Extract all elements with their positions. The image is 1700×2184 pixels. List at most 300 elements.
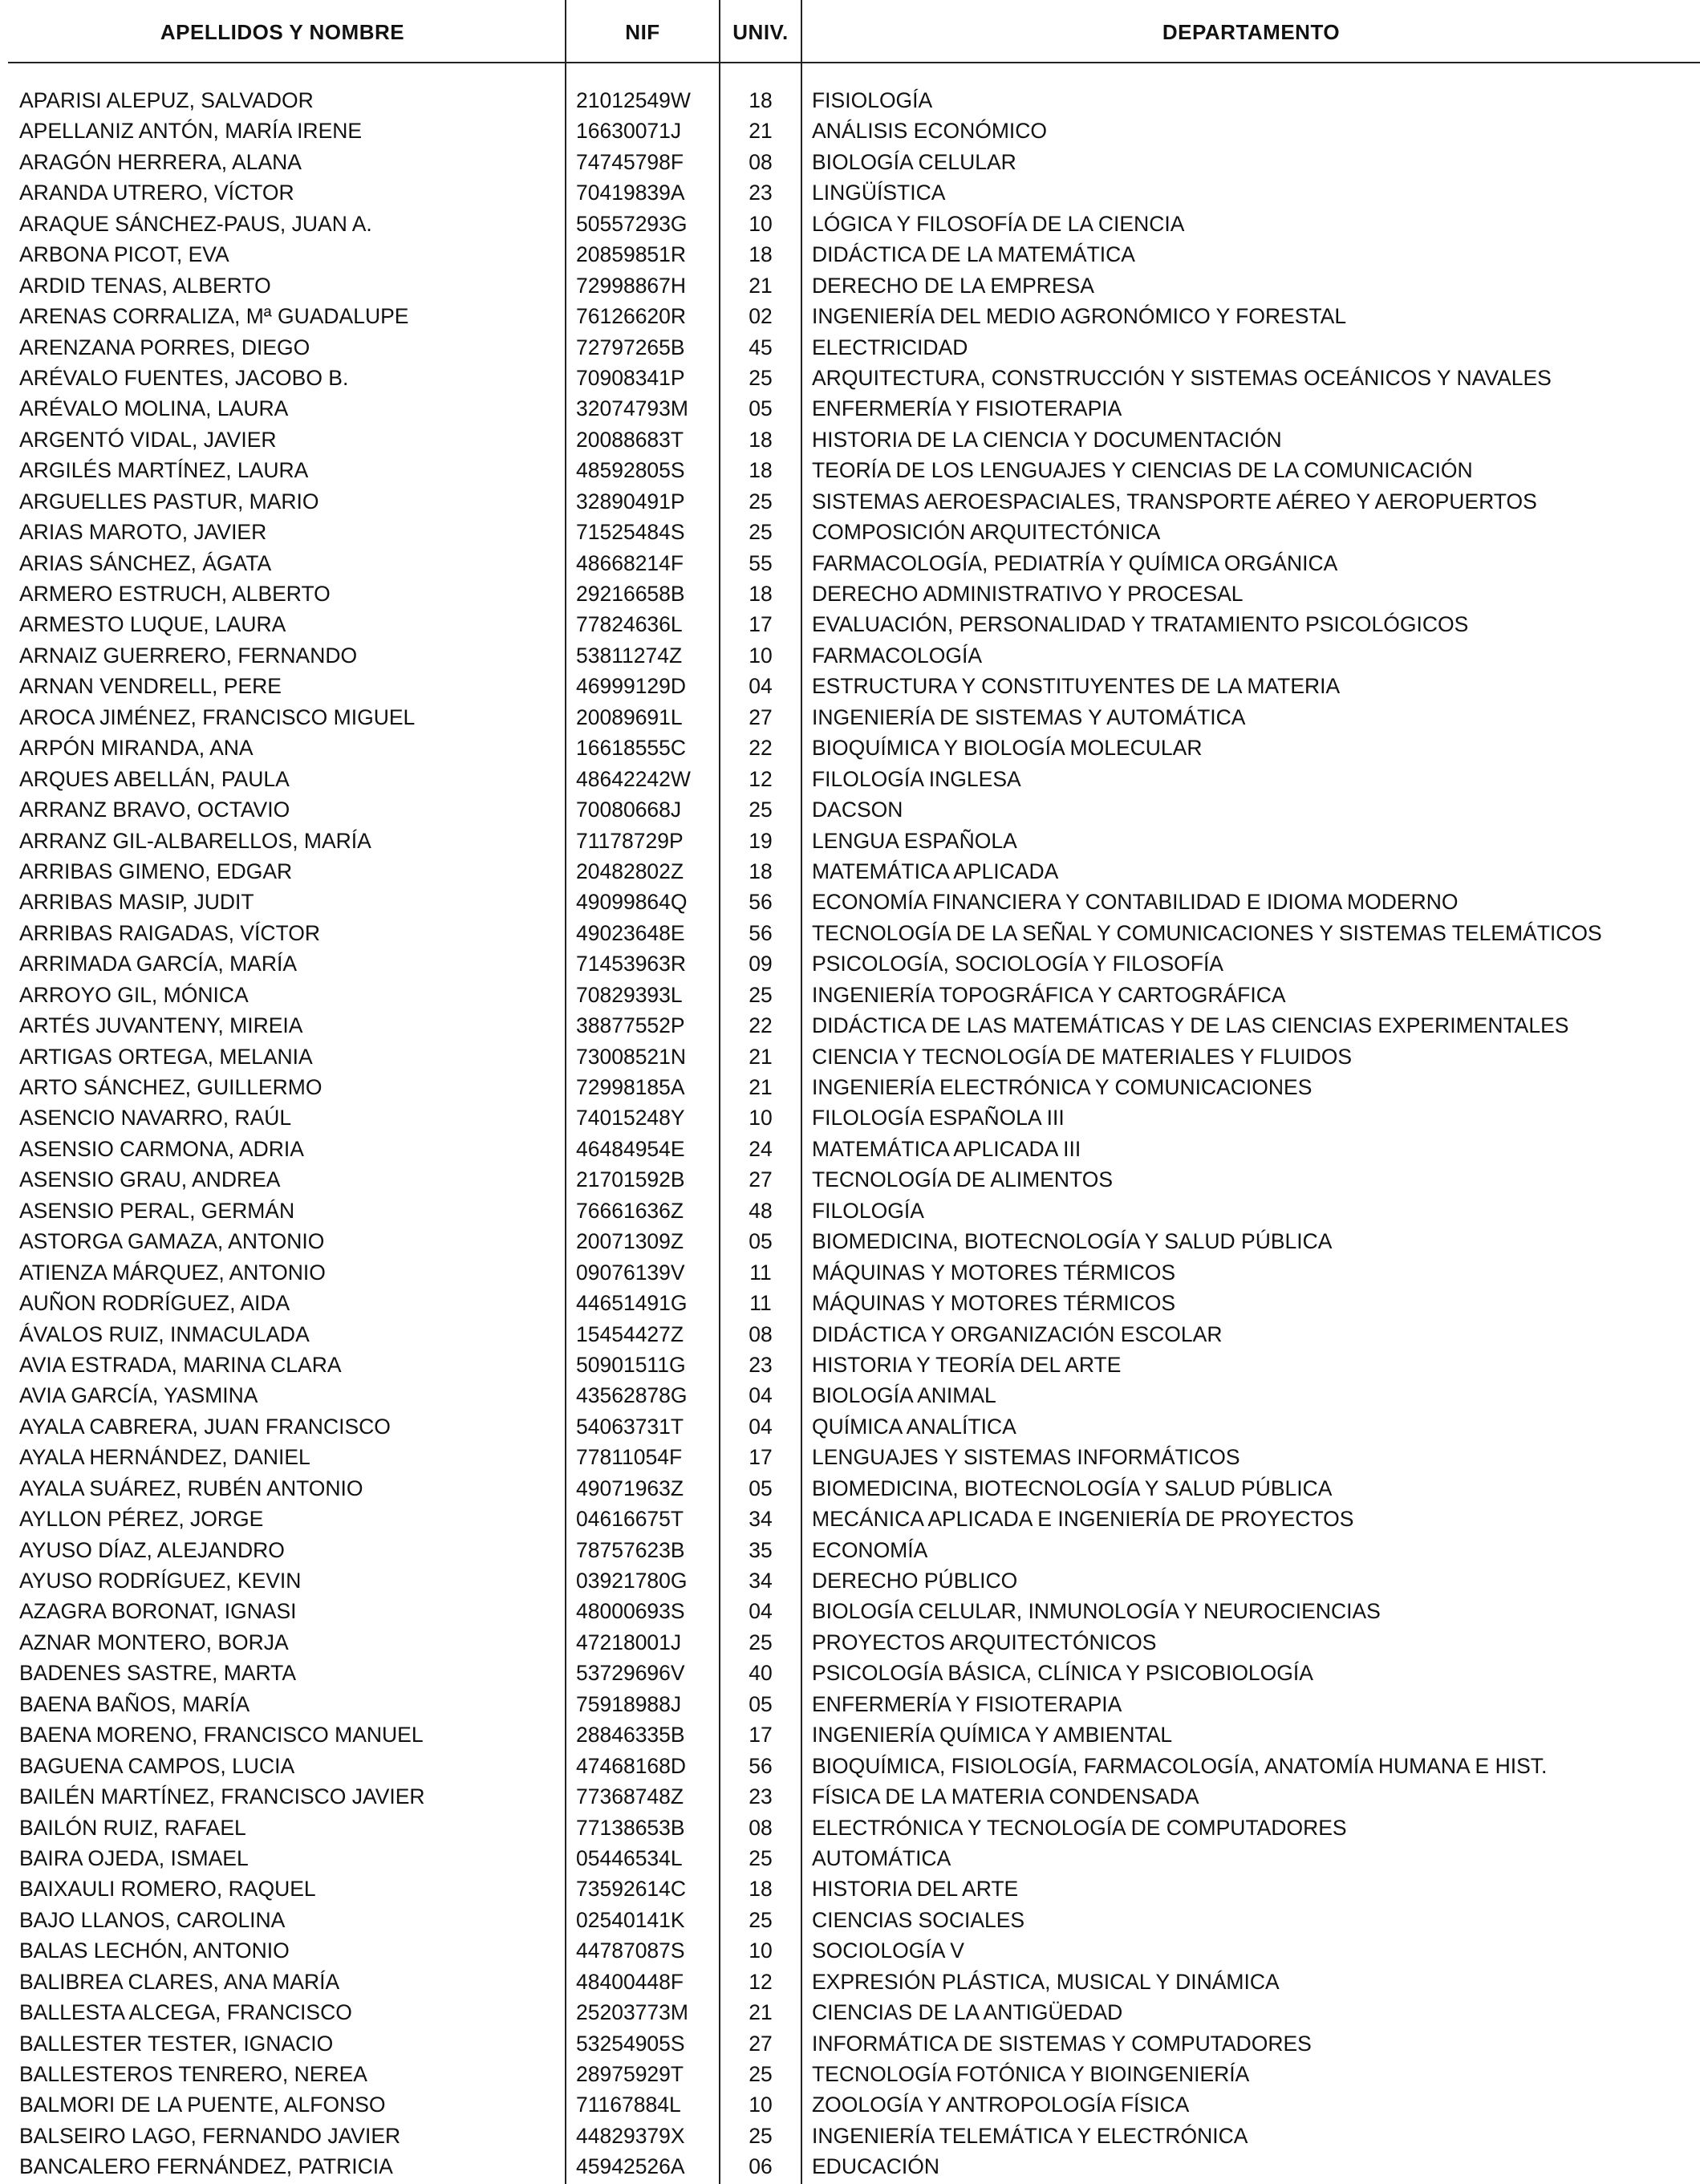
cell-nif: 71453963R: [576, 952, 687, 976]
cell-name: APELLANIZ ANTÓN, MARÍA IRENE: [19, 119, 363, 144]
cell-name: ASENCIO NAVARRO, RAÚL: [19, 1106, 292, 1131]
cell-departamento: EDUCACIÓN: [812, 2154, 940, 2179]
cell-nif: 50901511G: [576, 1352, 686, 1377]
cell-departamento: FILOLOGÍA INGLESA: [812, 766, 1021, 791]
cell-departamento: MATEMÁTICA APLICADA III: [812, 1136, 1081, 1161]
cell-univ: 48: [749, 1198, 773, 1223]
cell-departamento: INFORMÁTICA DE SISTEMAS Y COMPUTADORES: [812, 2031, 1312, 2056]
cell-departamento: ENFERMERÍA Y FISIOTERAPIA: [812, 396, 1122, 421]
cell-name: BAILÓN RUIZ, RAFAEL: [19, 1815, 246, 1840]
cell-univ: 24: [749, 1136, 773, 1161]
cell-departamento: TEORÍA DE LOS LENGUAJES Y CIENCIAS DE LA COMUNICACIÓN: [812, 458, 1473, 483]
table-row: [0, 1134, 1700, 1164]
cell-univ: 08: [749, 149, 773, 174]
table-row: [0, 826, 1700, 856]
cell-nif: 28846335B: [576, 1723, 685, 1748]
table-row: [0, 1473, 1700, 1504]
cell-name: ARTO SÁNCHEZ, GUILLERMO: [19, 1075, 323, 1099]
cell-univ: 12: [749, 766, 773, 791]
cell-univ: 25: [749, 365, 773, 390]
cell-nif: 32074793M: [576, 396, 688, 421]
cell-departamento: BIOLOGÍA CELULAR: [812, 149, 1016, 174]
cell-univ: 10: [749, 211, 773, 236]
table-row: [0, 270, 1700, 301]
cell-univ: 25: [749, 798, 773, 822]
cell-name: BANCALERO FERNÁNDEZ, PATRICIA: [19, 2154, 393, 2179]
cell-nif: 72998867H: [576, 273, 687, 298]
cell-name: BALLESTER TESTER, IGNACIO: [19, 2031, 334, 2056]
cell-univ: 19: [749, 828, 773, 853]
cell-univ: 21: [749, 119, 773, 144]
cell-name: ASENSIO PERAL, GERMÁN: [19, 1198, 295, 1223]
cell-nif: 47468168D: [576, 1753, 687, 1778]
table-row: [0, 1843, 1700, 1873]
cell-univ: 04: [749, 674, 773, 699]
cell-departamento: INGENIERÍA QUÍMICA Y AMBIENTAL: [812, 1723, 1173, 1748]
cell-name: ARAGÓN HERRERA, ALANA: [19, 149, 302, 174]
cell-nif: 73008521N: [576, 1044, 687, 1069]
table-row: [0, 2028, 1700, 2059]
table-row: [0, 948, 1700, 979]
table-row: [0, 2121, 1700, 2151]
table-row: [0, 1288, 1700, 1318]
cell-nif: 70908341P: [576, 365, 685, 390]
table-row: [0, 1041, 1700, 1072]
cell-nif: 75918988J: [576, 1691, 682, 1716]
table-row: [0, 1535, 1700, 1565]
table-row: [0, 177, 1700, 208]
cell-univ: 09: [749, 952, 773, 976]
table-row: [0, 640, 1700, 671]
cell-name: BALLESTEROS TENRERO, NEREA: [19, 2062, 367, 2086]
header-departamento: DEPARTAMENTO: [1162, 20, 1341, 44]
cell-univ: 27: [749, 704, 773, 729]
table-row: [0, 1072, 1700, 1102]
cell-name: AYALA HERNÁNDEZ, DANIEL: [19, 1445, 310, 1470]
cell-name: ARRIBAS GIMENO, EDGAR: [19, 859, 293, 883]
cell-name: APARISI ALEPUZ, SALVADOR: [19, 88, 314, 112]
cell-univ: 10: [749, 2093, 773, 2117]
cell-name: BAENA BAÑOS, MARÍA: [19, 1691, 250, 1716]
cell-departamento: DACSON: [812, 798, 903, 822]
cell-departamento: TECNOLOGÍA FOTÓNICA Y BIOINGENIERÍA: [812, 2062, 1250, 2086]
cell-name: BAJO LLANOS, CAROLINA: [19, 1907, 286, 1932]
cell-nif: 77138653B: [576, 1815, 685, 1840]
cell-name: AROCA JIMÉNEZ, FRANCISCO MIGUEL: [19, 704, 416, 729]
cell-departamento: DIDÁCTICA DE LA MATEMÁTICA: [812, 242, 1135, 267]
table-row: [0, 1196, 1700, 1226]
table-row: [0, 856, 1700, 887]
cell-nif: 77824636L: [576, 612, 683, 637]
cell-name: ARDID TENAS, ALBERTO: [19, 273, 271, 298]
cell-univ: 08: [749, 1815, 773, 1840]
cell-departamento: FARMACOLOGÍA, PEDIATRÍA Y QUÍMICA ORGÁNICA: [812, 550, 1338, 575]
cell-univ: 27: [749, 2031, 773, 2056]
table-row: [0, 1380, 1700, 1411]
header-name: APELLIDOS Y NOMBRE: [160, 20, 405, 44]
cell-name: BALIBREA CLARES, ANA MARÍA: [19, 1969, 340, 1994]
cell-name: ARNAN VENDRELL, PERE: [19, 674, 282, 699]
cell-departamento: BIOLOGÍA CELULAR, INMUNOLOGÍA Y NEUROCIENCIAS: [812, 1599, 1381, 1624]
cell-univ: 40: [749, 1661, 773, 1686]
table-row: [0, 332, 1700, 363]
cell-departamento: DIDÁCTICA DE LAS MATEMÁTICAS Y DE LAS CIENCIAS EXPERIMENTALES: [812, 1013, 1569, 1038]
table-row: [0, 733, 1700, 763]
table-row: [0, 1226, 1700, 1256]
table-row: [0, 1935, 1700, 1966]
cell-nif: 16630071J: [576, 119, 682, 144]
table-row: [0, 1596, 1700, 1626]
cell-name: ARENZANA PORRES, DIEGO: [19, 335, 310, 359]
cell-nif: 49023648E: [576, 920, 685, 945]
cell-name: AZNAR MONTERO, BORJA: [19, 1630, 289, 1654]
table-row: [0, 1504, 1700, 1534]
cell-univ: 08: [749, 1321, 773, 1346]
cell-name: ARRIBAS MASIP, JUDIT: [19, 890, 254, 915]
cell-univ: 11: [749, 1260, 772, 1285]
table-row: [0, 85, 1700, 116]
cell-nif: 77811054F: [576, 1445, 683, 1470]
cell-departamento: ENFERMERÍA Y FISIOTERAPIA: [812, 1691, 1122, 1716]
cell-name: ARBONA PICOT, EVA: [19, 242, 229, 267]
cell-departamento: MÁQUINAS Y MOTORES TÉRMICOS: [812, 1260, 1176, 1285]
cell-name: ASENSIO GRAU, ANDREA: [19, 1167, 281, 1192]
table-row: [0, 1010, 1700, 1041]
table-row: [0, 116, 1700, 146]
cell-name: BALSEIRO LAGO, FERNANDO JAVIER: [19, 2123, 401, 2148]
cell-departamento: SISTEMAS AEROESPACIALES, TRANSPORTE AÉREO Y AEROPUERTOS: [812, 489, 1537, 514]
cell-univ: 18: [749, 859, 773, 883]
cell-nif: 70080668J: [576, 798, 682, 822]
table-row: [0, 980, 1700, 1010]
cell-departamento: HISTORIA DEL ARTE: [812, 1877, 1019, 1902]
cell-univ: 18: [749, 582, 773, 606]
cell-departamento: ELECTRÓNICA Y TECNOLOGÍA DE COMPUTADORES: [812, 1815, 1347, 1840]
table-row: [0, 578, 1700, 609]
cell-name: AZAGRA BORONAT, IGNASI: [19, 1599, 297, 1624]
cell-name: BALMORI DE LA PUENTE, ALFONSO: [19, 2093, 386, 2117]
cell-nif: 20859851R: [576, 242, 687, 267]
cell-departamento: LENGUAJES Y SISTEMAS INFORMÁTICOS: [812, 1445, 1240, 1470]
cell-nif: 70419839A: [576, 181, 685, 205]
cell-name: BALAS LECHÓN, ANTONIO: [19, 1938, 290, 1963]
cell-name: ASTORGA GAMAZA, ANTONIO: [19, 1229, 325, 1254]
cell-departamento: BIOQUÍMICA, FISIOLOGÍA, FARMACOLOGÍA, ANATOMÍA HUMANA E HIST.: [812, 1753, 1548, 1778]
cell-univ: 04: [749, 1599, 773, 1624]
table-row: [0, 1719, 1700, 1750]
cell-name: AYALA SUÁREZ, RUBÉN ANTONIO: [19, 1476, 363, 1500]
cell-name: BAIRA OJEDA, ISMAEL: [19, 1845, 249, 1870]
cell-nif: 74745798F: [576, 149, 684, 174]
cell-departamento: EVALUACIÓN, PERSONALIDAD Y TRATAMIENTO PSICOLÓGICOS: [812, 612, 1469, 637]
cell-departamento: FILOLOGÍA ESPAÑOLA III: [812, 1106, 1065, 1131]
cell-univ: 10: [749, 643, 773, 668]
cell-nif: 46999129D: [576, 674, 687, 699]
cell-nif: 16618555C: [576, 736, 687, 761]
cell-name: ARMERO ESTRUCH, ALBERTO: [19, 582, 331, 606]
cell-departamento: PSICOLOGÍA, SOCIOLOGÍA Y FILOSOFÍA: [812, 952, 1223, 976]
cell-univ: 34: [749, 1569, 773, 1593]
cell-nif: 74015248Y: [576, 1106, 685, 1131]
cell-name: AUÑON RODRÍGUEZ, AIDA: [19, 1291, 290, 1316]
cell-departamento: TECNOLOGÍA DE LA SEÑAL Y COMUNICACIONES Y SISTEMAS TELEMÁTICOS: [812, 920, 1602, 945]
cell-univ: 25: [749, 1630, 773, 1654]
cell-univ: 25: [749, 982, 773, 1007]
cell-univ: 18: [749, 427, 773, 452]
cell-univ: 12: [749, 1969, 773, 1994]
cell-departamento: INGENIERÍA DEL MEDIO AGRONÓMICO Y FORESTAL: [812, 304, 1347, 329]
table-row: [0, 1658, 1700, 1688]
cell-departamento: DERECHO PÚBLICO: [812, 1569, 1018, 1593]
cell-name: ARPÓN MIRANDA, ANA: [19, 736, 254, 761]
cell-name: BALLESTA ALCEGA, FRANCISCO: [19, 2000, 352, 2025]
cell-departamento: EXPRESIÓN PLÁSTICA, MUSICAL Y DINÁMICA: [812, 1969, 1280, 1994]
cell-univ: 06: [749, 2154, 773, 2179]
cell-departamento: INGENIERÍA TOPOGRÁFICA Y CARTOGRÁFICA: [812, 982, 1286, 1007]
cell-univ: 56: [749, 890, 773, 915]
cell-univ: 04: [749, 1383, 773, 1408]
table-row: [0, 486, 1700, 517]
cell-nif: 21701592B: [576, 1167, 685, 1192]
cell-univ: 23: [749, 181, 773, 205]
cell-departamento: BIOMEDICINA, BIOTECNOLOGÍA Y SALUD PÚBLICA: [812, 1476, 1333, 1500]
cell-univ: 05: [749, 1691, 773, 1716]
cell-univ: 35: [749, 1537, 773, 1562]
cell-univ: 10: [749, 1106, 773, 1131]
table-row: [0, 1751, 1700, 1781]
cell-nif: 28975929T: [576, 2062, 684, 2086]
cell-univ: 18: [749, 242, 773, 267]
cell-name: ARANDA UTRERO, VÍCTOR: [19, 181, 294, 205]
cell-nif: 45942526A: [576, 2154, 685, 2179]
cell-departamento: INGENIERÍA ELECTRÓNICA Y COMUNICACIONES: [812, 1075, 1313, 1099]
cell-nif: 20071309Z: [576, 1229, 684, 1254]
table-row: [0, 2151, 1700, 2182]
table-row: [0, 1905, 1700, 1935]
table-row: [0, 1411, 1700, 1442]
cell-departamento: ANÁLISIS ECONÓMICO: [812, 119, 1048, 144]
cell-univ: 25: [749, 489, 773, 514]
table-row: [0, 887, 1700, 917]
cell-univ: 22: [749, 1013, 773, 1038]
table-row: [0, 1781, 1700, 1812]
table-row: [0, 424, 1700, 455]
table-row: [0, 1967, 1700, 1997]
cell-nif: 48668214F: [576, 550, 684, 575]
cell-name: AVIA GARCÍA, YASMINA: [19, 1383, 258, 1408]
cell-nif: 32890491P: [576, 489, 685, 514]
table-row: [0, 2059, 1700, 2089]
cell-nif: 05446534L: [576, 1845, 683, 1870]
cell-nif: 25203773M: [576, 2000, 688, 2025]
cell-name: ARENAS CORRALIZA, Mª GUADALUPE: [19, 304, 409, 329]
cell-name: AYALA CABRERA, JUAN FRANCISCO: [19, 1414, 391, 1439]
cell-name: ÁVALOS RUIZ, INMACULADA: [19, 1321, 310, 1346]
table-row: [0, 671, 1700, 701]
cell-departamento: BIOLOGÍA ANIMAL: [812, 1383, 996, 1408]
cell-departamento: MÁQUINAS Y MOTORES TÉRMICOS: [812, 1291, 1176, 1316]
cell-nif: 09076139V: [576, 1260, 685, 1285]
cell-univ: 10: [749, 1938, 773, 1963]
cell-name: ARGENTÓ VIDAL, JAVIER: [19, 427, 277, 452]
cell-nif: 44787087S: [576, 1938, 685, 1963]
cell-nif: 53811274Z: [576, 643, 683, 668]
cell-name: ARGILÉS MARTÍNEZ, LAURA: [19, 458, 309, 483]
cell-nif: 02540141K: [576, 1907, 685, 1932]
cell-departamento: TECNOLOGÍA DE ALIMENTOS: [812, 1167, 1114, 1192]
cell-nif: 71525484S: [576, 520, 685, 545]
table-row: [0, 239, 1700, 270]
cell-name: ARÉVALO MOLINA, LAURA: [19, 396, 289, 421]
table-row: [0, 363, 1700, 393]
cell-departamento: FILOLOGÍA: [812, 1198, 924, 1223]
cell-univ: 21: [749, 2000, 773, 2025]
table-row: [0, 609, 1700, 639]
cell-departamento: LENGUA ESPAÑOLA: [812, 828, 1017, 853]
cell-univ: 05: [749, 1476, 773, 1500]
cell-departamento: LÓGICA Y FILOSOFÍA DE LA CIENCIA: [812, 211, 1185, 236]
table-row: [0, 1319, 1700, 1350]
cell-name: AVIA ESTRADA, MARINA CLARA: [19, 1352, 342, 1377]
cell-name: ARTIGAS ORTEGA, MELANIA: [19, 1044, 313, 1069]
cell-nif: 76661636Z: [576, 1198, 684, 1223]
cell-nif: 47218001J: [576, 1630, 682, 1654]
table-row: [0, 455, 1700, 485]
table-row: [0, 764, 1700, 794]
table-row: [0, 1164, 1700, 1195]
cell-departamento: ELECTRICIDAD: [812, 335, 968, 359]
cell-nif: 53254905S: [576, 2031, 685, 2056]
cell-nif: 38877552P: [576, 1013, 685, 1038]
cell-univ: 05: [749, 1229, 773, 1254]
cell-name: BAIXAULI ROMERO, RAQUEL: [19, 1877, 316, 1902]
cell-univ: 25: [749, 1845, 773, 1870]
cell-name: ARIAS MAROTO, JAVIER: [19, 520, 267, 545]
table-row: [0, 1873, 1700, 1904]
cell-univ: 34: [749, 1507, 773, 1532]
cell-nif: 21012549W: [576, 88, 691, 112]
cell-univ: 56: [749, 920, 773, 945]
cell-univ: 11: [749, 1291, 772, 1316]
cell-departamento: DERECHO ADMINISTRATIVO Y PROCESAL: [812, 582, 1244, 606]
cell-departamento: MATEMÁTICA APLICADA: [812, 859, 1059, 883]
table-row: [0, 1565, 1700, 1596]
cell-name: ARAQUE SÁNCHEZ-PAUS, JUAN A.: [19, 211, 372, 236]
cell-departamento: CIENCIAS SOCIALES: [812, 1907, 1025, 1932]
cell-univ: 18: [749, 1877, 773, 1902]
cell-univ: 25: [749, 2062, 773, 2086]
cell-nif: 50557293G: [576, 211, 688, 236]
cell-nif: 72998185A: [576, 1075, 685, 1099]
header-univ: UNIV.: [732, 20, 789, 44]
cell-name: AYUSO RODRÍGUEZ, KEVIN: [19, 1569, 302, 1593]
cell-departamento: DERECHO DE LA EMPRESA: [812, 273, 1094, 298]
cell-nif: 54063731T: [576, 1414, 684, 1439]
cell-nif: 72797265B: [576, 335, 685, 359]
cell-univ: 23: [749, 1784, 773, 1809]
cell-departamento: QUÍMICA ANALÍTICA: [812, 1414, 1016, 1439]
cell-name: ASENSIO CARMONA, ADRIA: [19, 1136, 304, 1161]
cell-departamento: PSICOLOGÍA BÁSICA, CLÍNICA Y PSICOBIOLOGÍA: [812, 1661, 1313, 1686]
cell-name: BAENA MORENO, FRANCISCO MANUEL: [19, 1723, 424, 1748]
cell-departamento: ECONOMÍA: [812, 1537, 928, 1562]
cell-name: ARRIMADA GARCÍA, MARÍA: [19, 952, 298, 976]
cell-nif: 43562878G: [576, 1383, 688, 1408]
cell-nif: 48642242W: [576, 766, 691, 791]
cell-departamento: ARQUITECTURA, CONSTRUCCIÓN Y SISTEMAS OCEÁNICOS Y NAVALES: [812, 365, 1552, 390]
cell-univ: 17: [749, 612, 773, 637]
cell-name: BAGUENA CAMPOS, LUCIA: [19, 1753, 295, 1778]
cell-departamento: FÍSICA DE LA MATERIA CONDENSADA: [812, 1784, 1199, 1809]
cell-departamento: INGENIERÍA DE SISTEMAS Y AUTOMÁTICA: [812, 704, 1246, 729]
cell-univ: 18: [749, 458, 773, 483]
table-row: [0, 1350, 1700, 1380]
cell-name: ARMESTO LUQUE, LAURA: [19, 612, 286, 637]
cell-departamento: HISTORIA Y TEORÍA DEL ARTE: [812, 1352, 1122, 1377]
cell-departamento: COMPOSICIÓN ARQUITECTÓNICA: [812, 520, 1161, 545]
cell-name: BADENES SASTRE, MARTA: [19, 1661, 297, 1686]
cell-departamento: ESTRUCTURA Y CONSTITUYENTES DE LA MATERIA: [812, 674, 1341, 699]
cell-univ: 25: [749, 1907, 773, 1932]
cell-name: ARRIBAS RAIGADAS, VÍCTOR: [19, 920, 321, 945]
cell-departamento: BIOQUÍMICA Y BIOLOGÍA MOLECULAR: [812, 736, 1203, 761]
cell-name: ARQUES ABELLÁN, PAULA: [19, 766, 290, 791]
table-row: [0, 1813, 1700, 1843]
header-nif: NIF: [625, 20, 660, 44]
cell-univ: 21: [749, 273, 773, 298]
cell-nif: 15454427Z: [576, 1321, 684, 1346]
table-row: [0, 1627, 1700, 1658]
cell-nif: 70829393L: [576, 982, 683, 1007]
cell-univ: 25: [749, 2123, 773, 2148]
table-row: [0, 209, 1700, 239]
cell-name: ARTÉS JUVANTENY, MIREIA: [19, 1013, 303, 1038]
table-row: [0, 1997, 1700, 2028]
cell-nif: 49071963Z: [576, 1476, 684, 1500]
cell-departamento: PROYECTOS ARQUITECTÓNICOS: [812, 1630, 1157, 1654]
cell-departamento: CIENCIAS DE LA ANTIGÜEDAD: [812, 2000, 1123, 2025]
table-row: [0, 2089, 1700, 2120]
cell-departamento: FARMACOLOGÍA: [812, 643, 983, 668]
cell-departamento: LINGÜÍSTICA: [812, 181, 946, 205]
cell-name: AYUSO DÍAZ, ALEJANDRO: [19, 1537, 285, 1562]
cell-univ: 55: [749, 550, 773, 575]
cell-departamento: ECONOMÍA FINANCIERA Y CONTABILIDAD E IDIOMA MODERNO: [812, 890, 1459, 915]
cell-departamento: INGENIERÍA TELEMÁTICA Y ELECTRÓNICA: [812, 2123, 1248, 2148]
table-row: [0, 794, 1700, 825]
cell-departamento: FISIOLOGÍA: [812, 88, 933, 112]
cell-univ: 02: [749, 304, 773, 329]
cell-univ: 25: [749, 520, 773, 545]
cell-nif: 53729696V: [576, 1661, 685, 1686]
cell-nif: 71167884L: [576, 2093, 681, 2117]
cell-departamento: CIENCIA Y TECNOLOGÍA DE MATERIALES Y FLUIDOS: [812, 1044, 1353, 1069]
cell-nif: 03921780G: [576, 1569, 688, 1593]
table-row: [0, 393, 1700, 424]
cell-name: BAILÉN MARTÍNEZ, FRANCISCO JAVIER: [19, 1784, 425, 1809]
cell-name: ARIAS SÁNCHEZ, ÁGATA: [19, 550, 272, 575]
cell-departamento: AUTOMÁTICA: [812, 1845, 951, 1870]
cell-name: ARNAIZ GUERRERO, FERNANDO: [19, 643, 358, 668]
cell-name: ARRANZ GIL-ALBARELLOS, MARÍA: [19, 828, 371, 853]
cell-univ: 45: [749, 335, 773, 359]
table-row: [0, 1689, 1700, 1719]
cell-nif: 71178729P: [576, 828, 684, 853]
cell-nif: 48592805S: [576, 458, 685, 483]
table-row: [0, 702, 1700, 733]
table-row: [0, 548, 1700, 578]
cell-nif: 29216658B: [576, 582, 685, 606]
